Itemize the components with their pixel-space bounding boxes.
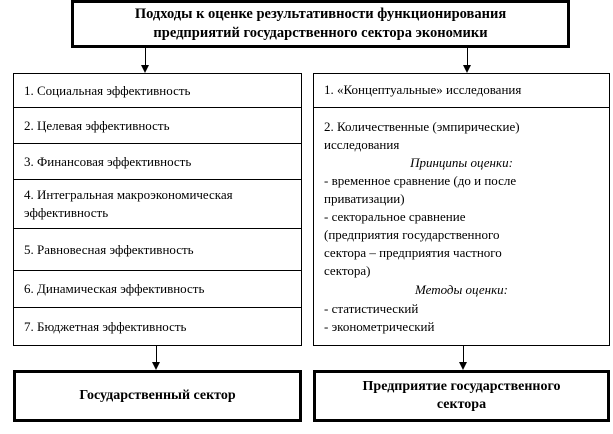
principle-line: сектора) [324, 263, 371, 278]
list-item [14, 144, 301, 179]
state-enterprise-box [313, 370, 610, 422]
research-item-quantitative-cont: исследования [324, 137, 400, 152]
arrow-left-to-bottom-line [156, 346, 157, 362]
principle-line: (предприятия государственного [324, 227, 500, 242]
arrow-right-to-bottom-head [459, 362, 467, 370]
list-item-label: 1. Социальная эффективность [24, 82, 191, 98]
diagram-title-box [71, 0, 570, 48]
public-sector-label: Государственный сектор [79, 388, 236, 403]
list-item [14, 271, 301, 307]
methods-heading: Методы оценки: [414, 282, 509, 297]
principle-line: - временное сравнение (до и после [324, 173, 517, 188]
research-item-conceptual: 1. «Концептуальные» исследования [324, 82, 522, 97]
principle-line: сектора – предприятия частного [324, 245, 502, 260]
list-item [14, 74, 301, 107]
research-item-quantitative: 2. Количественные (эмпирические) [324, 119, 520, 134]
list-item [14, 308, 301, 345]
arrow-title-to-left-head [141, 65, 149, 73]
arrow-title-to-right-head [463, 65, 471, 73]
list-item-label: 3. Финансовая эффективность [24, 153, 192, 169]
title-line-1: Подходы к оценке результативности функционирования [134, 6, 507, 22]
list-item-label: 7. Бюджетная эффективность [24, 318, 187, 334]
arrow-title-to-right-line [467, 48, 468, 65]
list-item-label-cont: эффективность [24, 205, 109, 220]
list-item [14, 180, 301, 228]
list-item-label: 6. Динамическая эффективность [24, 281, 205, 296]
arrow-title-to-left-line [145, 48, 146, 65]
public-sector-box [13, 370, 302, 422]
principle-line: - секторальное сравнение [324, 209, 466, 224]
method-line: - эконометрический [324, 319, 435, 334]
arrow-right-to-bottom-line [463, 346, 464, 362]
row-divider [314, 107, 609, 108]
method-line: - статистический [324, 301, 419, 316]
research-types-box [313, 73, 610, 346]
efficiency-types-list [13, 73, 302, 346]
list-item [14, 229, 301, 270]
list-item-label: 2. Целевая эффективность [24, 117, 170, 133]
list-item [14, 108, 301, 143]
title-line-2: предприятий государственного сектора экономики [153, 25, 488, 41]
state-enterprise-line-1: Предприятие государственного [362, 379, 561, 394]
principle-line: приватизации) [324, 191, 405, 206]
principles-heading: Принципы оценки: [410, 155, 513, 170]
list-item-label: 4. Интегральная макроэкономическая [24, 187, 233, 202]
arrow-left-to-bottom-head [152, 362, 160, 370]
state-enterprise-line-2: сектора [436, 397, 487, 412]
list-item-label: 5. Равновесная эффективность [24, 241, 194, 257]
